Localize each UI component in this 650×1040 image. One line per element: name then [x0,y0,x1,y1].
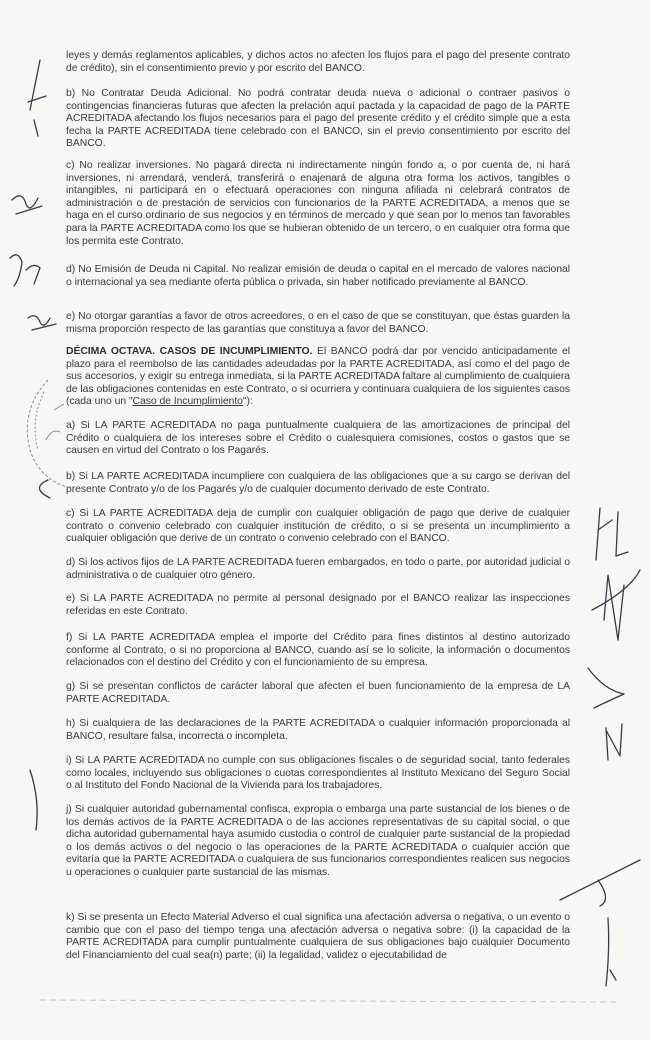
right-signature-n [592,570,640,640]
section-heading: DÉCIMA OCTAVA. CASOS DE INCUMPLIMIENTO. [66,346,313,357]
default-i-tax: i) Si LA PARTE ACREDITADA no cumple con sus obligaciones fiscales o de seguridad social, tanto federales como locales, incluyendo sus obligaciones o cuotas correspondientes al Instituto Mexicano del Seguro Social o al Instituto del Fondo Nacional de la Vivienda para los trabajadores. [66,755,570,792]
margin-initial-1 [12,196,42,214]
right-diagonal-line [560,860,640,900]
default-j-expropriation: j) Si cualquier autoridad gubernamental confisca, expropia o embarga una parte sustancial de los bienes o de los demás activos de la PARTE ACREDITADA o de las acciones representativas de su capital social, o que dicha autoridad gubernamental haya asumido custodia o control de cualquier parte sustancial de la propiedad o los demás activos o del negocio o las operaciones de la PARTE ACREDITADA o cualquier acción que evitaría que la PARTE ACREDITADA o cualquiera de sus funcionarios correspondientes realicen sus negocios u operaciones o cualquier parte sustancial de las mismas. [66,804,570,878]
margin-mark-1 [28,60,46,136]
right-check-mark [588,668,624,708]
clause-e-no-guarantees: e) No otorgar garantías a favor de otros acreedores, o en el caso de que se constituyan, que éstas guarden la misma proporción respecto de las garantías que constituya a favor del BANCO. [66,311,570,335]
default-k-material-adverse-effect: k) Si se presenta un Efecto Material Adverso el cual significa una afectación adversa o negativa, o un evento o cambio que con el paso del tiempo tenga una afectación adversa o negativa sobre: (i) la capacidad de la PARTE ACREDITADA para cumplir puntualmente cualquiera de sus obligaciones bajo cualquier Documento del Financiamiento del cual sea(n) parte; (ii) la legalidad, validez o ejecutabilidad de [66,912,570,961]
section-eighteen-default-cases [66,346,570,409]
margin-bracket-left [39,480,50,498]
default-h-false-statements: h) Si cualquiera de las declaraciones de la PARTE ACREDITADA o cualquier información proporcionada al BANCO, resultare falsa, incorrecta o incompleta. [66,718,570,742]
footnote-stroke [610,970,616,980]
margin-initial-2 [10,255,40,286]
default-a-nonpayment: a) Si LA PARTE ACREDITADA no paga puntualmente cualquiera de las amortizaciones de principal del Crédito o cualquiera de los intereses sobre el Crédito o cualesquiera comisiones, costos o gastos que se causen en virtud del Contrato o los Pagarés. [66,420,570,457]
default-b-breach: b) Si LA PARTE ACREDITADA incumpliere con cualquiera de las obligaciones que a su cargo se derivan del presente Contrato y/o de los Pagarés y/o de cualquier documento derivado de este Contrato. [66,471,570,495]
defined-term: Caso de Incumplimiento [132,396,243,408]
margin-initial-3 [28,316,56,330]
right-initial-fl [596,508,628,560]
default-c-cross-default: c) Si LA PARTE ACREDITADA deja de cumplir con cualquier obligación de pago que derive de cualquier contrato o convenio celebrado con cualquier institución de crédito, o si se presenta un incumplimiento a cualquier obligación que derive de un contrato o convenio celebrado con el BANCO. [66,508,570,545]
margin-line-left [30,770,37,830]
clause-b-no-additional-debt: b) No Contratar Deuda Adicional. No podrá contratar deuda nueva o adicional o contraer pasivos o contingencias financieras futuras que afecten la prelación aquí pactada y la capacidad de pago de la PARTE ACREDITADA afectando los flujos necesarios para el pago del presente crédito y el crédito simple que a esta fecha la PARTE ACREDITADA tiene celebrado con el BANCO, sin el previo consentimiento por escrito del BANCO. [66,88,570,150]
round-stamp [27,380,70,488]
default-d-seizure: d) Si los activos fijos de LA PARTE ACREDITADA fueren embargados, en todo o parte, por autoridad judicial o administrativa o de cualquier otro género. [66,557,570,581]
section-tail: "): [242,396,253,408]
section-body: El BANCO podrá dar por vencido anticipadamente el plazo para el reembolso de las cantidades adeudadas por la PARTE ACREDITADA, así como el del pago de sus accesorios, y exigir su entrega inmediata, si la PARTE ACREDITADA faltare al cumplimiento de cualquiera de las obligaciones contenidas en este Contrato, o si ocurriera y continuara cualquiera de los siguientes casos (cada uno un " [66,346,570,408]
right-initial-n [606,724,622,760]
clause-c-no-investments: c) No realizar inversiones. No pagará directa ni indirectamente ningún fondo a, o por cuenta de, ni hará inversiones, ni arrendará, venderá, transferirá o enajenará de alguna otra forma los activos, tangibles o intangibles, ni participará en o efectuará operaciones con ninguna afiliada ni celebrará contratos de administración o de prestación de servicios con funcionarios de la PARTE ACREDITADA, a menos que se haga en el curso ordinario de sus negocios y en términos de mercado y que sean por lo menos tan favorables para la PARTE ACREDITADA como los que se hubieran obtenido de un tercero, o en cualquier otra forma que los permita este Contrato. [66,160,570,247]
paragraph-continuation: leyes y demás reglamentos aplicables, y dichos actos no afecten los flujos para el pago del presente contrato de crédito), sin el consentimiento previo y por escrito del BANCO. [66,50,570,74]
default-f-misuse: f) Si LA PARTE ACREDITADA emplea el importe del Crédito para fines distintos al destino autorizado conforme al Contrato, o si no proporciona al BANCO, cuando así se lo solicite, la información o documentos relacionados con el destino del Crédito y con el funcionamiento de su empresa. [66,632,570,669]
clause-d-no-debt-issue: d) No Emisión de Deuda ni Capital. No realizar emisión de deuda o capital en el mercado de valores nacional o internacional ya sea mediante oferta pública o privada, sin haber notificado previamente al BANCO. [66,264,570,288]
right-bottom-stroke [598,880,609,986]
default-g-labor: g) Si se presentan conflictos de carácter laboral que afecten el buen funcionamiento de la empresa de LA PARTE ACREDITADA. [66,681,570,705]
default-e-inspections: e) Si LA PARTE ACREDITADA no permite al personal designado por el BANCO realizar las inspecciones referidas en este Contrato. [66,593,570,617]
bottom-edge-line [40,1000,620,1002]
